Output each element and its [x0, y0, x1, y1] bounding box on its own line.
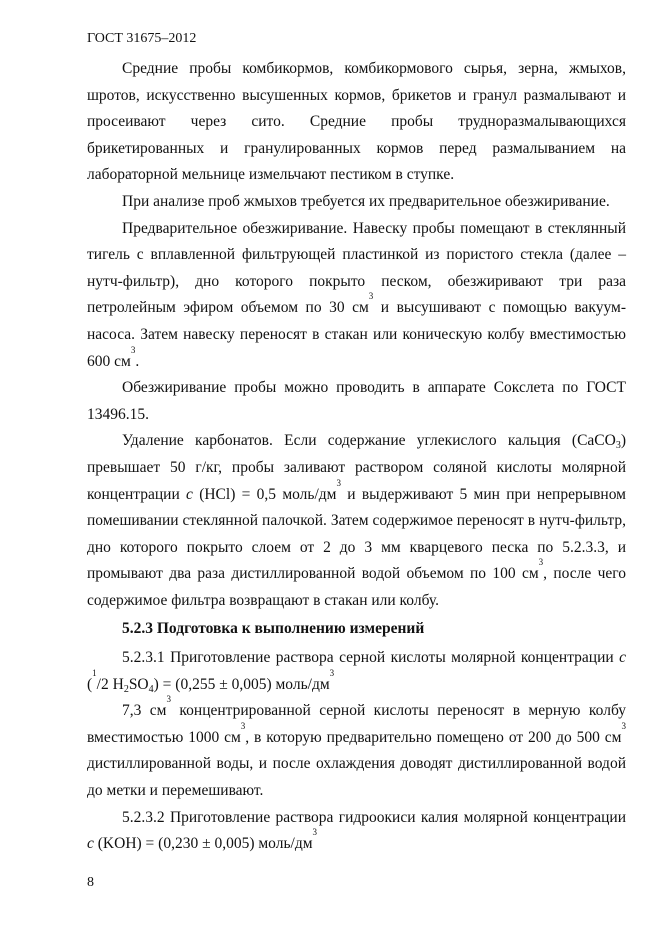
document-header: ГОСТ 31675–2012 — [87, 31, 197, 46]
document-body — [87, 56, 626, 858]
paragraph-sulfuric-acid: 5.2.3.1 Приготовление раствора серной кислоты молярной концентрации c ($^1$/2 $H_2SO_4) = (0,255 \pm 0,005)$ моль/$дм^3$ — [87, 649, 626, 695]
paragraph-koh: 5.2.3.2 Приготовление раствора гидроокиси калия молярной концентрации c (KOH) = (0,230 ± 0,005) моль/$дм^3$ — [87, 808, 626, 853]
paragraph-soxhlet: Обезжиривание пробы можно проводить в аппарате Сокслета по ГОСТ 13496.15. — [87, 379, 626, 423]
paragraph-acid-procedure: 7,3 $см^3$ концентрированной серной кислоты переносят в мерную колбу вместимостью 1000 $см^3$, в которую предварительно помещено от 200 до 500 $см^3$ дистиллированной воды, и после охлаждения доводят дистиллированной водой до метки и перемешивают. — [87, 694, 626, 800]
paragraph: Средние пробы комбикормов, комбикормового сырья, зерна, жмыхов, шротов, искусственно высушенных кормов, брикетов и гранул размалывают и просеивают через сито. Средние пробы трудноразмалывающихся брикетированных и гранулированных кормов перед размалыванием на лабораторной мельнице измельчают пестиком в ступке. — [87, 60, 626, 184]
section-heading: 5.2.3 Подготовка к выполнению измерений — [122, 620, 425, 638]
page-number: 8 — [87, 875, 94, 890]
paragraph-carbonates: Удаление карбонатов. Если содержание углекислого кальция (CaCO$_3$) превышает 50 г/кг, пробы заливают раствором соляной кислоты молярной концентрации c (HCl) = 0,5 моль/$дм^3$ и выдерживают 5 мин при непрерывном помешивании стеклянной палочкой. Затем содержимое переносят в нутч-фильтр, дно которого покрыто слоем от 2 до 3 мм кварцевого песка по 5.2.3.3, и промывают два раза дистиллированной водой объемом по 100 $см^3$, после чего содержимое фильтра возвращают в стакан или колбу. — [87, 432, 626, 609]
paragraph-degreasing: Предварительное обезжиривание. Навеску пробы помещают в стеклянный тигель с вплавленной фильтрующей пластинкой из пористого стекла (далее – нутч-фильтр), дно которого покрыто песком, обезжиривают три раза петролейным эфиром объемом по 30 $см^3$ и высушивают с помощью вакуум-насоса. Затем навеску переносят в стакан или коническую колбу вместимостью 600 $см^3$. — [87, 219, 626, 370]
paragraph: При анализе проб жмыхов требуется их предварительное обезжиривание. — [122, 192, 610, 210]
